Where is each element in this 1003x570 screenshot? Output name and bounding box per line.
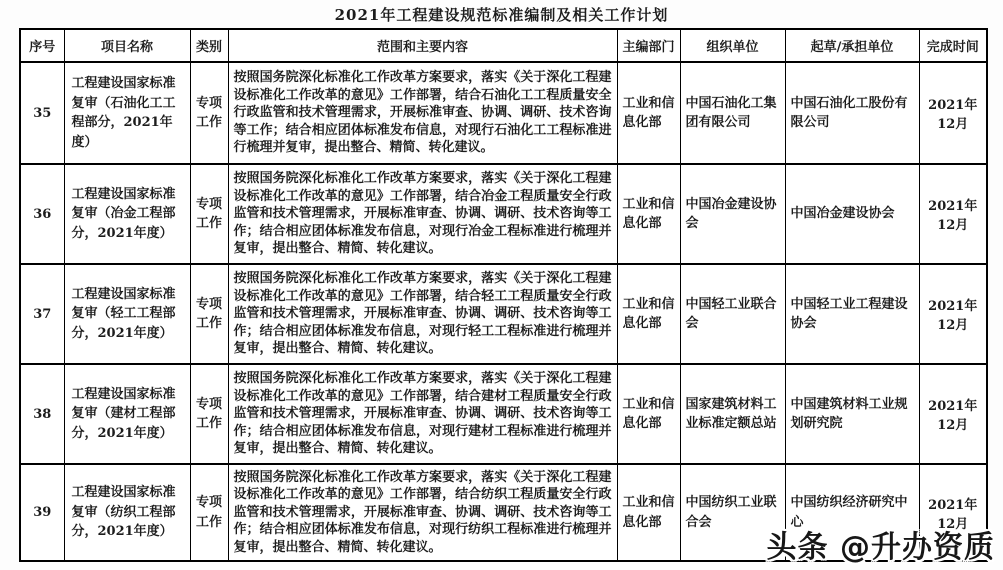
table-row (20, 164, 987, 264)
cell-category: 专项工作 (190, 364, 228, 464)
cell-completion-time: 2021年12月 (919, 264, 987, 364)
cell-organizing-unit: 中国石油化工集团有限公司 (680, 62, 785, 164)
cell-scope-content: 按照国务院深化标准化工作改革方案要求，落实《关于深化工程建设标准化工作改革的意见》工作部署，结合建材工程质量安全行政监管和技术管理需求，开展标准审查、协调、调研、技术咨询等工作；结合相应团体标准发布信息，对现行建材工程标准进行梳理并复审，提出整合、精简、转化建议。 (228, 364, 617, 464)
header-category: 类别 (190, 29, 228, 62)
header-organizing-unit: 组织单位 (680, 29, 785, 62)
cell-category: 专项工作 (190, 464, 228, 561)
cell-scope-content: 按照国务院深化标准化工作改革方案要求，落实《关于深化工程建设标准化工作改革的意见》工作部署，结合冶金工程质量安全行政监管和技术管理需求，开展标准审查、协调、调研、技术咨询等工作；结合相应团体标准发布信息，对现行冶金工程标准进行梳理并复审，提出整合、精简、转化建议。 (228, 164, 617, 264)
cell-scope-content: 按照国务院深化标准化工作改革方案要求，落实《关于深化工程建设标准化工作改革的意见》工作部署，结合纺织工程质量安全行政监管和技术管理需求，开展标准审查、协调、调研、技术咨询等工作；结合相应团体标准发布信息，对现行纺织工程标准进行梳理并复审，提出整合、精简、转化建议。 (228, 464, 617, 561)
cell-project-name: 工程建设国家标准复审（纺织工程部分，2021年度） (64, 464, 190, 561)
cell-organizing-unit: 中国纺织工业联合会 (680, 464, 785, 561)
cell-organizing-unit: 中国轻工业联合会 (680, 264, 785, 364)
cell-completion-time: 2021年12月 (919, 164, 987, 264)
cell-organizing-unit: 国家建筑材料工业标准定额总站 (680, 364, 785, 464)
cell-completion-time: 2021年12月 (919, 62, 987, 164)
work-plan-table (19, 28, 988, 562)
cell-serial-number: 36 (20, 164, 64, 264)
cell-category: 专项工作 (190, 264, 228, 364)
table-row (20, 62, 987, 164)
cell-drafting-unit: 中国冶金建设协会 (785, 164, 919, 264)
cell-scope-content: 按照国务院深化标准化工作改革方案要求，落实《关于深化工程建设标准化工作改革的意见》工作部署，结合石油化工工程质量安全行政监管和技术管理需求，开展标准审查、协调、调研、技术咨询等工作；结合相应团体标准发布信息，对现行石油化工工程标准进行梳理并复审，提出整合、精简、转化建议。 (228, 62, 617, 164)
cell-project-name: 工程建设国家标准复审（石油化工工程部分，2021年度） (64, 62, 190, 164)
cell-project-name: 工程建设国家标准复审（轻工工程部分，2021年度） (64, 264, 190, 364)
cell-chief-department: 工业和信息化部 (617, 264, 680, 364)
cell-scope-content: 按照国务院深化标准化工作改革方案要求，落实《关于深化工程建设标准化工作改革的意见》工作部署，结合轻工工程质量安全行政监管和技术管理需求，开展标准审查、协调、调研、技术咨询等工作；结合相应团体标准发布信息，对现行轻工工程标准进行梳理并复审，提出整合、精简、转化建议。 (228, 264, 617, 364)
cell-drafting-unit: 中国纺织经济研究中心 (785, 464, 919, 561)
cell-category: 专项工作 (190, 164, 228, 264)
header-scope-content: 范围和主要内容 (228, 29, 617, 62)
cell-serial-number: 37 (20, 264, 64, 364)
cell-chief-department: 工业和信息化部 (617, 62, 680, 164)
table-row (20, 264, 987, 364)
header-chief-department: 主编部门 (617, 29, 680, 62)
cell-chief-department: 工业和信息化部 (617, 364, 680, 464)
cell-drafting-unit: 中国建筑材料工业规划研究院 (785, 364, 919, 464)
header-completion-time: 完成时间 (919, 29, 987, 62)
cell-completion-time: 2021年12月 (919, 364, 987, 464)
page-title: 2021年工程建设规范标准编制及相关工作计划 (334, 6, 669, 24)
cell-chief-department: 工业和信息化部 (617, 464, 680, 561)
header-drafting-unit: 起草/承担单位 (785, 29, 919, 62)
cell-project-name: 工程建设国家标准复审（建材工程部分，2021年度） (64, 364, 190, 464)
header-project-name: 项目名称 (64, 29, 190, 62)
table-header-row (20, 29, 987, 62)
table-row (20, 364, 987, 464)
cell-organizing-unit: 中国冶金建设协会 (680, 164, 785, 264)
cell-drafting-unit: 中国轻工业工程建设协会 (785, 264, 919, 364)
cell-category: 专项工作 (190, 62, 228, 164)
cell-drafting-unit: 中国石油化工股份有限公司 (785, 62, 919, 164)
cell-serial-number: 38 (20, 364, 64, 464)
header-serial-number: 序号 (20, 29, 64, 62)
cell-serial-number: 35 (20, 62, 64, 164)
watermark: 头条 @升办资质 (766, 530, 995, 565)
cell-completion-time: 2021年12月 (919, 464, 987, 561)
cell-project-name: 工程建设国家标准复审（冶金工程部分，2021年度） (64, 164, 190, 264)
cell-chief-department: 工业和信息化部 (617, 164, 680, 264)
cell-serial-number: 39 (20, 464, 64, 561)
